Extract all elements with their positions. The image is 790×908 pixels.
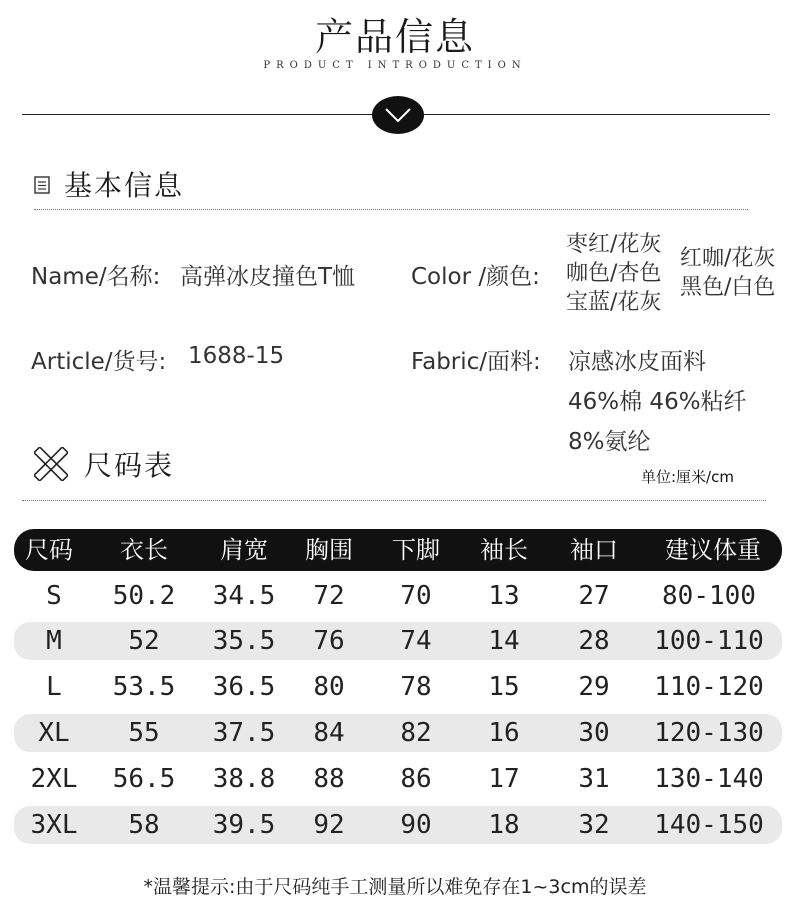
table-cell: 58 <box>128 810 160 840</box>
table-cell: 90 <box>400 810 432 840</box>
table-cell: 38.8 <box>212 764 276 794</box>
name-value: 高弹冰皮撞色T恤 <box>180 264 356 290</box>
column-header: 袖长 <box>480 536 528 564</box>
color-value: 宝蓝/花灰 <box>566 290 662 315</box>
table-cell: 50.2 <box>112 581 176 611</box>
table-cell: 78 <box>400 672 432 702</box>
table-cell: 39.5 <box>212 810 276 840</box>
table-cell: 100-110 <box>654 626 764 656</box>
table-cell: 3XL <box>30 810 78 840</box>
column-header: 建议体重 <box>665 536 761 564</box>
table-cell: L <box>46 672 62 702</box>
measure-cross-icon <box>34 447 68 481</box>
table-cell: 120-130 <box>654 718 764 748</box>
table-cell: 28 <box>578 626 610 656</box>
color-label: Color /颜色: <box>411 264 540 290</box>
table-cell: XL <box>38 718 70 748</box>
table-cell: S <box>46 581 62 611</box>
table-row <box>14 622 782 660</box>
measurement-note: *温馨提示:由于尺码纯手工测量所以难免存在1~3cm的误差 <box>143 876 647 898</box>
table-row <box>14 668 782 706</box>
fabric-value: 46%棉 46%粘纤 <box>568 389 747 415</box>
column-header: 下脚 <box>392 536 440 564</box>
table-row <box>14 714 782 752</box>
section-divider <box>34 209 748 210</box>
column-header: 肩宽 <box>220 536 268 564</box>
table-cell: 72 <box>313 581 345 611</box>
chevron-down-icon <box>384 106 412 124</box>
article-label: Article/货号: <box>31 349 167 375</box>
table-cell: 2XL <box>30 764 78 794</box>
table-cell: 16 <box>488 718 520 748</box>
table-row <box>14 577 782 615</box>
column-header: 衣长 <box>120 536 168 564</box>
table-cell: 130-140 <box>654 764 764 794</box>
table-cell: 30 <box>578 718 610 748</box>
table-cell: 13 <box>488 581 520 611</box>
table-cell: 56.5 <box>112 764 176 794</box>
section-divider <box>22 500 766 501</box>
table-cell: 37.5 <box>212 718 276 748</box>
page-title: 产品信息 <box>314 15 475 59</box>
table-cell: 70 <box>400 581 432 611</box>
unit-label: 单位:厘米/cm <box>641 468 734 486</box>
column-header: 尺码 <box>25 536 73 564</box>
article-value: 1688-15 <box>188 343 285 369</box>
table-row <box>14 806 782 844</box>
table-cell: 18 <box>488 810 520 840</box>
chevron-badge <box>372 96 424 134</box>
section-title-size-chart: 尺码表 <box>84 449 175 482</box>
table-cell: 84 <box>313 718 345 748</box>
size-table-header <box>14 529 782 571</box>
table-cell: 110-120 <box>654 672 764 702</box>
table-cell: 140-150 <box>654 810 764 840</box>
document-icon <box>34 176 50 194</box>
column-header: 袖口 <box>570 536 618 564</box>
table-cell: 32 <box>578 810 610 840</box>
page-subtitle: PRODUCT INTRODUCTION <box>263 60 527 71</box>
table-cell: 17 <box>488 764 520 794</box>
table-cell: 29 <box>578 672 610 702</box>
table-cell: 35.5 <box>212 626 276 656</box>
section-title-basic-info: 基本信息 <box>64 169 185 202</box>
table-cell: 92 <box>313 810 345 840</box>
color-value: 黑色/白色 <box>680 275 776 300</box>
fabric-value: 凉感冰皮面料 <box>568 349 706 375</box>
table-cell: 31 <box>578 764 610 794</box>
table-cell: 27 <box>578 581 610 611</box>
table-cell: 80 <box>313 672 345 702</box>
table-cell: 80-100 <box>662 581 756 611</box>
color-value: 枣红/花灰 <box>566 232 662 257</box>
table-cell: 74 <box>400 626 432 656</box>
table-cell: 52 <box>128 626 160 656</box>
table-cell: 88 <box>313 764 345 794</box>
table-row <box>14 760 782 798</box>
table-cell: 82 <box>400 718 432 748</box>
table-cell: 55 <box>128 718 160 748</box>
table-cell: 34.5 <box>212 581 276 611</box>
table-cell: 53.5 <box>112 672 176 702</box>
name-label: Name/名称: <box>31 264 161 290</box>
table-cell: 14 <box>488 626 520 656</box>
color-value: 咖色/杏色 <box>566 261 662 286</box>
table-cell: 15 <box>488 672 520 702</box>
fabric-label: Fabric/面料: <box>411 349 541 375</box>
table-cell: 86 <box>400 764 432 794</box>
table-cell: M <box>46 626 62 656</box>
table-cell: 76 <box>313 626 345 656</box>
fabric-value: 8%氨纶 <box>568 429 651 455</box>
color-value: 红咖/花灰 <box>680 246 776 271</box>
table-cell: 36.5 <box>212 672 276 702</box>
column-header: 胸围 <box>305 536 353 564</box>
